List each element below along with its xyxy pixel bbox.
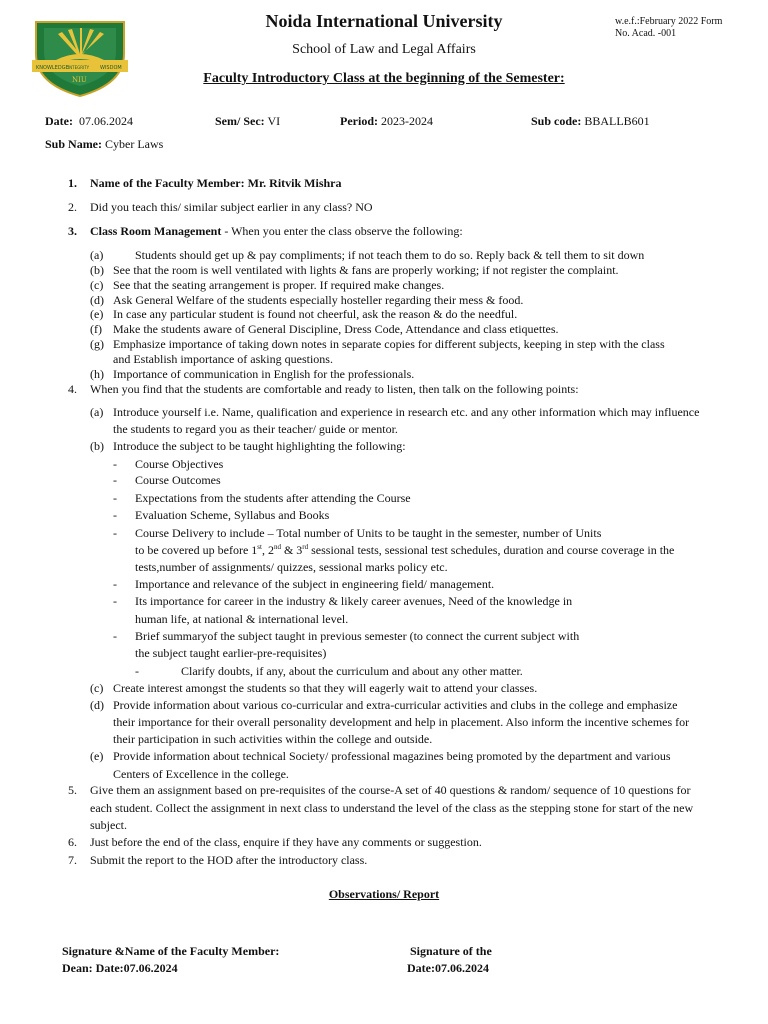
text-part: to be covered up before 1 (135, 543, 258, 557)
clarify-doubts: Clarify doubts, if any, about the curriculum and about any other matter. (181, 664, 523, 678)
item-number: 3. (68, 224, 77, 238)
assignment-instruction-continued: each student. Collect the assignment in next class to understand the level of the class as the stepping stone for start of the new (90, 801, 694, 815)
classroom-intro: - When you enter the class observe the following: (221, 224, 463, 238)
assignment-instruction-continued: subject. (90, 818, 127, 832)
list-item-continued: their participation in such activities within the college and outside. (113, 732, 433, 746)
prior-teaching: Did you teach this/ similar subject earlier in any class? NO (90, 200, 373, 214)
text-part: sessional tests, sessional test schedules, duration and course coverage in the (308, 543, 675, 557)
list-item: Introduce yourself i.e. Name, qualification and experience in research etc. and any other information which may influence (113, 405, 700, 419)
university-name: Noida International University (265, 11, 503, 31)
school-name: School of Law and Legal Affairs (292, 42, 476, 57)
bullet-dash: - (113, 457, 117, 471)
sub-label: (d) (90, 698, 104, 712)
brief-summary: Brief summaryof the subject taught in previous semester (to connect the current subject with (135, 629, 580, 643)
course-delivery: Course Delivery to include – Total number of Units to be taught in the semester, number of Units (135, 526, 602, 540)
list-item: In case any particular student is found not cheerful, ask the reason & do the needful. (113, 307, 518, 321)
list-item: Students should get up & pay compliments; if not teach them to do so. Reply back & tell them to sit down (135, 248, 645, 262)
item-number: 4. (68, 382, 77, 396)
superscript: nd (273, 543, 281, 551)
subcode-value: BBALLB601 (584, 114, 650, 128)
course-delivery-continued (135, 542, 674, 558)
subname-value: Cyber Laws (105, 137, 164, 151)
bullet-dash: - (113, 473, 117, 487)
career-importance: Its importance for career in the industry & likely career avenues, Need of the knowledge in (135, 594, 573, 608)
bullet-dash: - (113, 629, 117, 643)
list-item: Provide information about various co-curricular and extra-curricular activities and clubs in the college and emphasize (113, 698, 678, 712)
logo-motto-right: WISDOM (100, 65, 122, 71)
superscript: st (257, 543, 262, 551)
period-value: 2023-2024 (381, 114, 433, 128)
logo-motto-left: KNOWLEDGE (36, 65, 69, 71)
evaluation-scheme: Evaluation Scheme, Syllabus and Books (135, 508, 330, 522)
enquire-comments: Just before the end of the class, enquire if they have any comments or suggestion. (90, 835, 482, 849)
talk-points-intro: When you find that the students are comfortable and ready to listen, then talk on the following points: (90, 382, 579, 396)
submit-report: Submit the report to the HOD after the introductory class. (90, 853, 368, 867)
expectations: Expectations from the students after attending the Course (135, 491, 411, 505)
sub-label: (e) (90, 307, 104, 321)
form-title: Faculty Introductory Class at the beginning of the Semester: (203, 71, 565, 86)
item-number: 1. (68, 176, 77, 190)
item-number: 7. (68, 853, 77, 867)
brief-summary-continued: the subject taught earlier-pre-requisites) (135, 646, 327, 660)
career-importance-continued: human life, at national & international level. (135, 612, 349, 626)
sub-label: (f) (90, 322, 102, 336)
assignment-instruction: Give them an assignment based on pre-requisites of the course-A set of 40 questions & random/ sequence of 10 questions for (90, 783, 691, 797)
period-field (340, 113, 433, 129)
sub-label: (c) (90, 278, 104, 292)
text-part: & 3 (280, 543, 303, 557)
list-item: Introduce the subject to be taught highlighting the following: (113, 439, 406, 453)
subname-field (45, 136, 163, 152)
sub-label: (a) (90, 248, 104, 262)
signature-date: Date:07.06.2024 (407, 961, 489, 975)
bullet-dash: - (135, 664, 139, 678)
text-part: , 2 (261, 543, 274, 557)
bullet-dash: - (113, 526, 117, 540)
dean-date: Dean: Date:07.06.2024 (62, 961, 178, 975)
item-number: 6. (68, 835, 77, 849)
bullet-dash: - (113, 491, 117, 505)
subject-importance: Importance and relevance of the subject in engineering field/ management. (135, 577, 495, 591)
classroom-label: Class Room Management (90, 224, 222, 238)
sub-label: (g) (90, 337, 104, 351)
date-value: 07.06.2024 (78, 114, 133, 128)
list-item: See that the room is well ventilated with lights & fans are properly working; if not register the complaint. (113, 263, 619, 277)
item-number: 5. (68, 783, 77, 797)
date-field (45, 113, 133, 129)
list-item: Create interest amongst the students so that they will eagerly wait to attend your classes. (113, 681, 538, 695)
list-item-continued: and Establish importance of asking questions. (113, 352, 333, 366)
list-item: Ask General Welfare of the students especially hosteller regarding their mess & food. (113, 293, 524, 307)
date-label: Date: (45, 114, 73, 128)
superscript: rd (302, 543, 309, 551)
list-item: Provide information about technical Society/ professional magazines being promoted by the department and various (113, 749, 671, 763)
sem-value: VI (267, 114, 281, 128)
item-number: 2. (68, 200, 77, 214)
form-reference (615, 16, 722, 40)
faculty-name: Name of the Faculty Member: Mr. Ritvik Mishra (90, 176, 342, 190)
list-item: Emphasize importance of taking down notes in separate copies for different subjects, keeping in step with the class (113, 337, 665, 351)
dean-signature-label: Signature of the (410, 944, 492, 958)
list-item-continued: their importance for their overall personality development and help in placement. Also inform the incentive schemes for (113, 715, 690, 729)
sub-label: (c) (90, 681, 104, 695)
list-item-continued: Centers of Excellence in the college. (113, 767, 289, 781)
logo-initials: NIU (72, 76, 87, 84)
subname-label: Sub Name: (45, 137, 103, 151)
sub-label: (d) (90, 293, 104, 307)
form-wef: w.e.f.:February 2022 Form (615, 16, 723, 27)
form-number: No. Acad. -001 (615, 28, 677, 39)
list-item-continued: the students to regard you as their teacher/ guide or mentor. (113, 422, 398, 436)
sub-label: (a) (90, 405, 104, 419)
course-objectives: Course Objectives (135, 457, 224, 471)
faculty-signature-label: Signature &Name of the Faculty Member: (62, 944, 280, 958)
course-delivery-continued: tests,number of assignments/ quizzes, sessional marks policy etc. (135, 560, 448, 574)
sub-label: (b) (90, 263, 104, 277)
sub-label: (b) (90, 439, 104, 453)
subcode-field (531, 113, 650, 129)
bullet-dash: - (113, 508, 117, 522)
list-item: Make the students aware of General Discipline, Dress Code, Attendance and class etiquettes. (113, 322, 559, 336)
bullet-dash: - (113, 577, 117, 591)
course-outcomes: Course Outcomes (135, 473, 221, 487)
observations-heading: Observations/ Report (328, 887, 440, 901)
subcode-label: Sub code: (531, 114, 582, 128)
sub-label: (h) (90, 367, 104, 381)
bullet-dash: - (113, 594, 117, 608)
classroom-management (90, 223, 463, 239)
sem-label: Sem/ Sec: (215, 114, 265, 128)
list-item: See that the seating arrangement is proper. If required make changes. (113, 278, 445, 292)
sem-field (215, 113, 280, 129)
logo-motto-center: INTEGRITY (68, 65, 90, 70)
sub-label: (e) (90, 749, 104, 763)
list-item: Importance of communication in English for the professionals. (113, 367, 415, 381)
period-label: Period: (340, 114, 378, 128)
